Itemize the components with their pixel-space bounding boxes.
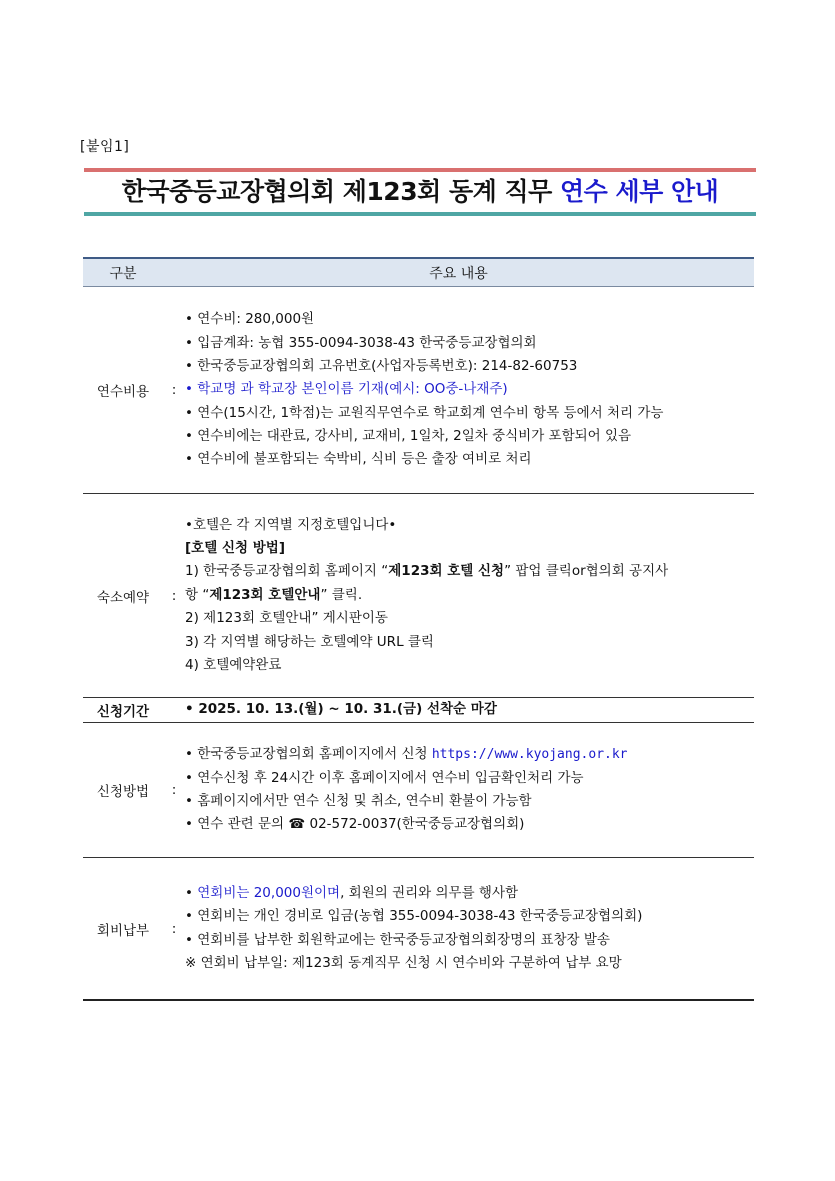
dues-text: •	[185, 884, 198, 901]
fee-line: • 한국중등교장협의회 고유번호(사업자등록번호): 214-82-60753	[185, 357, 578, 374]
method-line	[185, 743, 754, 766]
fee-line: • 연수비에는 대관료, 강사비, 교재비, 1일차, 2일차 중식비가 포함되어 있음	[185, 428, 632, 445]
fee-line-highlight: • 학교명 과 학교장 본인이름 기재(예시: OO중-나재주)	[185, 381, 508, 398]
page-title	[84, 172, 756, 212]
colon: :	[163, 858, 185, 1001]
table-row-dues	[83, 858, 754, 1001]
method-text: • 연수 관련 문의	[185, 816, 289, 833]
category-fee: 연수비용	[83, 287, 163, 494]
method-lines	[185, 723, 754, 858]
table-row-lodging	[83, 494, 754, 698]
dues-line: • 연회비는 개인 경비로 입금(농협 355-0094-3038-43 한국중등교장협의회)	[185, 908, 643, 925]
dues-line	[185, 882, 754, 905]
phone-icon: ☎	[288, 816, 306, 833]
dues-lines	[185, 858, 754, 1001]
table-header-row	[83, 258, 754, 287]
lodging-line: 3) 각 지역별 해당하는 호텔예약 URL 클릭	[185, 633, 434, 650]
period-line: • 2025. 10. 13.(월) ~ 10. 31.(금) 선착순 마감	[185, 701, 497, 718]
method-text: • 한국중등교장협의회 홈페이지에서 신청	[185, 746, 432, 763]
lodging-text: ” 팝업 클릭or협의회 공지사	[504, 563, 669, 580]
dues-text: , 회원의 권리와 의무를 행사함	[340, 884, 519, 901]
table-row-fee	[83, 287, 754, 494]
method-line	[185, 813, 754, 836]
header-category: 구분	[83, 258, 163, 287]
fee-line: • 연수비: 280,000원	[185, 311, 315, 328]
lodging-notice-name: 제123회 호텔안내	[209, 586, 321, 603]
category-dues: 회비납부	[83, 858, 163, 1001]
homepage-link[interactable]: https://www.kyojang.or.kr	[431, 747, 628, 763]
lodging-text: 1) 한국중등교장협의회 홈페이지 “	[185, 563, 389, 580]
fee-line: • 연수비에 불포함되는 숙박비, 식비 등은 출장 여비로 처리	[185, 451, 532, 468]
table-row-method	[83, 723, 754, 858]
fee-line: • 연수(15시간, 1학점)는 교원직무연수로 학교회계 연수비 항목 등에서 처리 가능	[185, 404, 664, 421]
lodging-line	[185, 584, 754, 607]
method-line: • 홈페이지에서만 연수 신청 및 취소, 연수비 환불이 가능함	[185, 793, 532, 809]
dues-amount-highlight: 연회비는 20,000원이며	[197, 884, 341, 901]
lodging-line: 2) 제123회 호텔안내” 게시판이동	[185, 610, 388, 627]
attachment-label: [붙임1]	[80, 139, 130, 155]
title-bottom-bar	[84, 212, 756, 216]
fee-lines	[185, 287, 754, 494]
period-cell	[163, 698, 754, 723]
title-blue-part: 연수 세부 안내	[559, 177, 719, 206]
lodging-popup-name: 제123회 호텔 신청	[388, 563, 505, 580]
lodging-method-heading: [호텔 신청 방법]	[185, 540, 285, 557]
table-row-period	[83, 698, 754, 723]
colon: :	[163, 287, 185, 494]
fee-line: • 입금계좌: 농협 355-0094-3038-43 한국중등교장협의회	[185, 334, 537, 351]
lodging-text: ” 클릭.	[320, 586, 363, 603]
header-content: 주요 내용	[163, 258, 754, 287]
category-method: 신청방법	[83, 723, 163, 858]
info-table	[83, 257, 754, 1001]
colon: :	[163, 494, 185, 698]
category-lodging: 숙소예약	[83, 494, 163, 698]
dues-note: ※ 연회비 납부일: 제123회 동계직무 신청 시 연수비와 구분하여 납부 요망	[185, 954, 622, 971]
colon: :	[163, 723, 185, 858]
title-black-part: 한국중등교장협의회 제123회 동계 직무	[121, 177, 552, 206]
lodging-lines	[185, 494, 754, 698]
method-text: 02-572-0037(한국중등교장협의회)	[305, 816, 525, 833]
category-period: 신청기간	[83, 698, 163, 723]
lodging-text: 항 “	[185, 586, 210, 603]
dues-line: • 연회비를 납부한 회원학교에는 한국중등교장협의회장명의 표창장 발송	[185, 931, 610, 948]
lodging-line: 4) 호텔예약완료	[185, 656, 282, 673]
method-line: • 연수신청 후 24시간 이후 홈페이지에서 연수비 입금확인처리 가능	[185, 769, 584, 786]
lodging-line: •호텔은 각 지역별 지정호텔입니다•	[185, 516, 397, 533]
lodging-line	[185, 560, 754, 583]
